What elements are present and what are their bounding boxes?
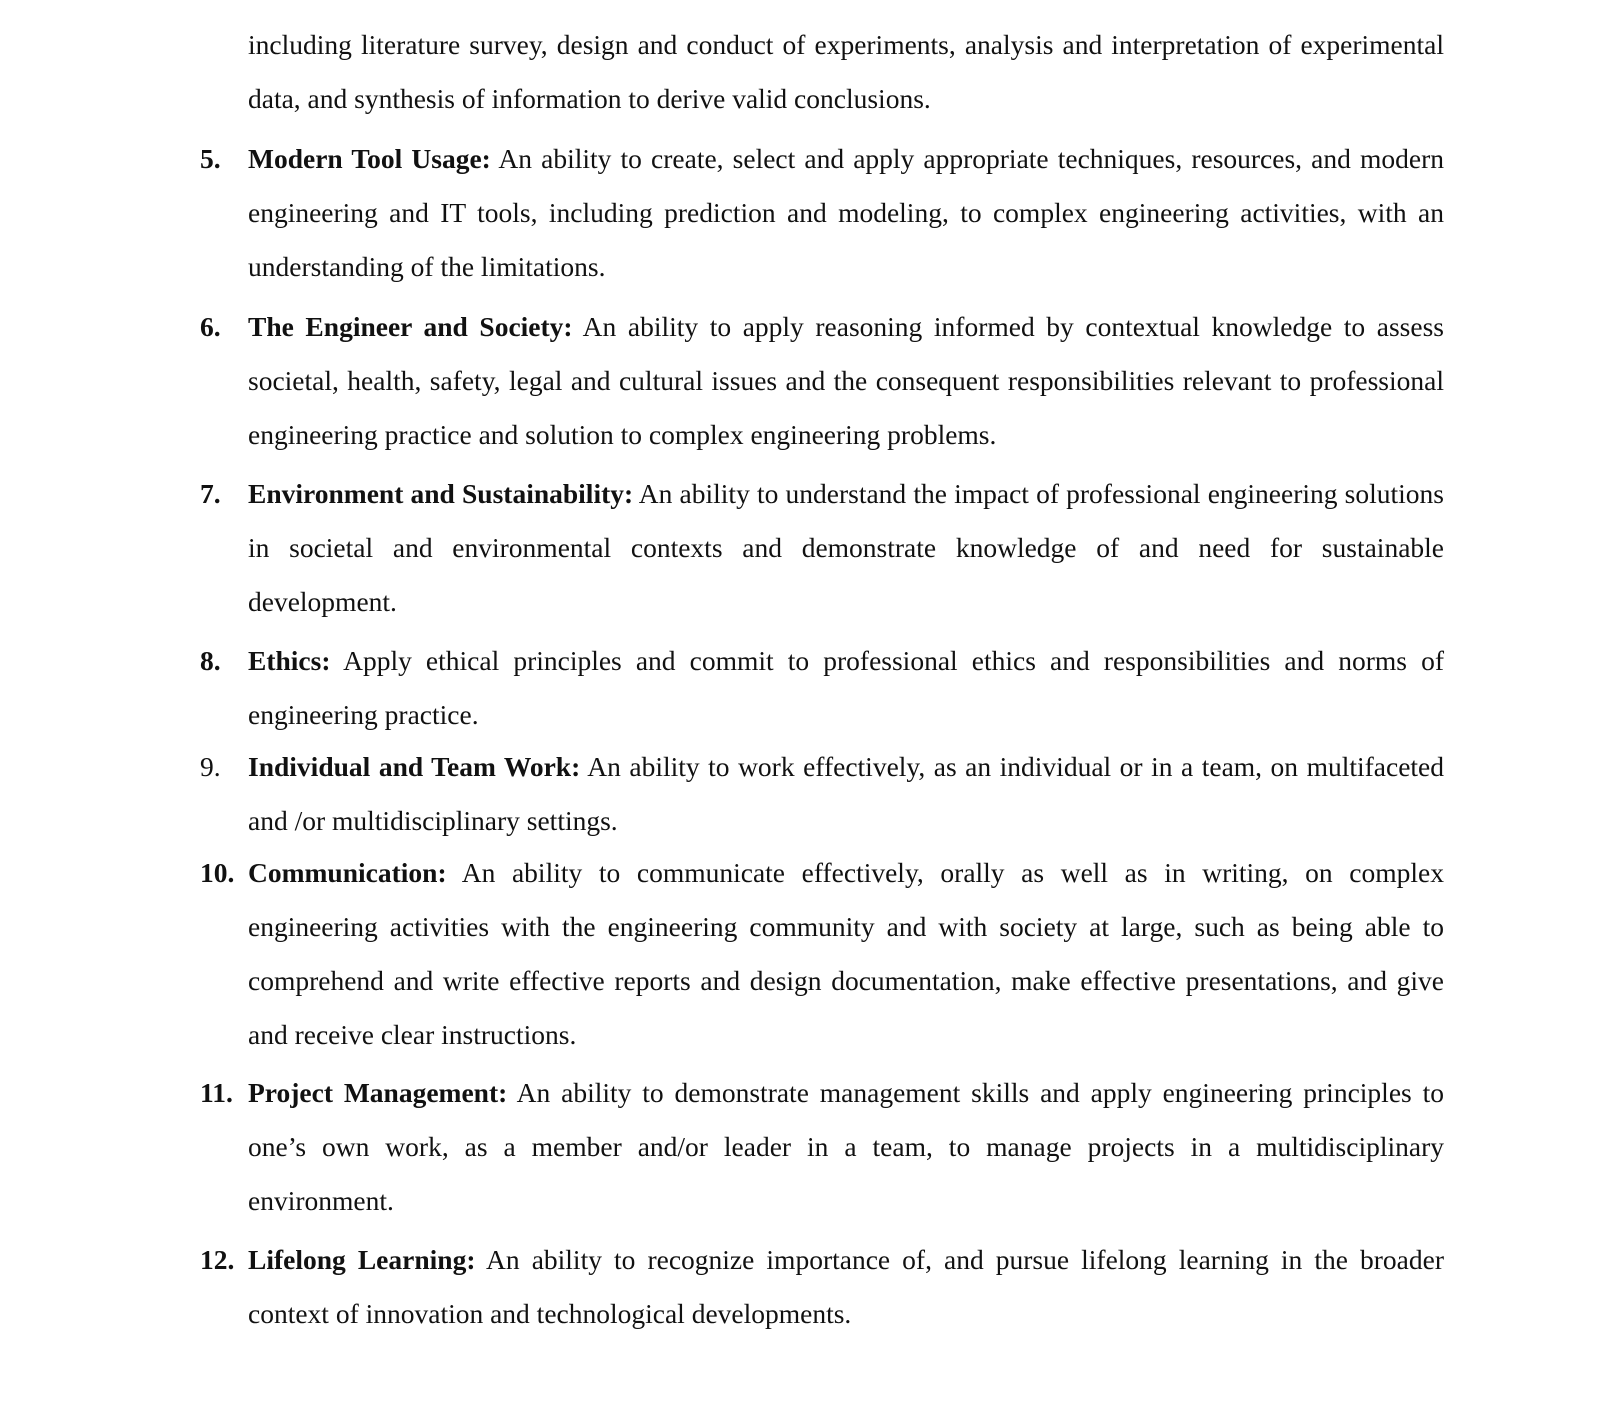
item-term: Communication: — [248, 857, 447, 888]
item-body — [248, 132, 1444, 294]
item-term: Project Management: — [248, 1077, 508, 1108]
item-term: Ethics: — [248, 645, 331, 676]
item-number: 9. — [200, 751, 221, 782]
item-number: 6. — [200, 311, 221, 342]
item-text: Apply ethical principles and commit to professional ethics and responsibilities and norms of engineering practice. — [248, 645, 1444, 730]
list-item-modern-tool-usage — [200, 132, 1444, 294]
item-body — [248, 740, 1444, 848]
item-term: Modern Tool Usage: — [248, 143, 491, 174]
list-item-individual-and-team-work — [200, 740, 1444, 848]
item-term: The Engineer and Society: — [248, 311, 573, 342]
list-item-ethics — [200, 634, 1444, 742]
list-item-environment-and-sustainability — [200, 467, 1444, 629]
item-number: 8. — [200, 645, 221, 676]
continuation-paragraph: including literature survey, design and conduct of experiments, analysis and interpretation of experimental data, and synthesis of information to derive valid conclusions. — [248, 29, 1444, 114]
item-text: An ability to demonstrate management skills and apply engineering principles to one’s own work, as a member and/or leader in a team, to manage projects in a multidisciplinary environment. — [248, 1077, 1444, 1216]
item-number: 5. — [200, 143, 221, 174]
item-text: An ability to understand the impact of professional engineering solutions in societal and environmental contexts and demonstrate knowledge of and need for sustainable development. — [248, 478, 1444, 617]
item-number: 7. — [200, 478, 221, 509]
list-item-project-management — [200, 1066, 1444, 1228]
list-item-lifelong-learning — [200, 1233, 1444, 1341]
item-body — [248, 634, 1444, 742]
list-item-communication — [200, 846, 1444, 1062]
item-number: 10. — [200, 857, 235, 888]
item-text: An ability to apply reasoning informed by contextual knowledge to assess societal, health, safety, legal and cultural issues and the consequent responsibilities relevant to professional engineering practice and solution to complex engineering problems. — [248, 311, 1444, 450]
list-item-engineer-and-society — [200, 300, 1444, 462]
item-body — [248, 1066, 1444, 1228]
item-text: An ability to create, select and apply appropriate techniques, resources, and modern engineering and IT tools, including prediction and modeling, to complex engineering activities, with an understanding of the limitations. — [248, 143, 1444, 282]
item-term: Individual and Team Work: — [248, 751, 581, 782]
item-text: An ability to work effectively, as an individual or in a team, on multifaceted and /or multidisciplinary settings. — [248, 751, 1445, 836]
item-body — [248, 467, 1444, 629]
item-body — [248, 1233, 1444, 1341]
item-text: An ability to recognize importance of, and pursue lifelong learning in the broader context of innovation and technological developments. — [248, 1244, 1444, 1329]
item-term: Lifelong Learning: — [248, 1244, 476, 1275]
item-body — [248, 846, 1444, 1062]
item-number: 12. — [200, 1244, 235, 1275]
item-text: An ability to communicate effectively, orally as well as in writing, on complex engineering activities with the engineering community and with society at large, such as being able to comprehend and write effective reports and design documentation, make effective presentations, and give and receive clear instructions. — [248, 857, 1444, 1050]
item-body — [248, 300, 1444, 462]
item-number: 11. — [200, 1077, 233, 1108]
item-term: Environment and Sustainability: — [248, 478, 634, 509]
